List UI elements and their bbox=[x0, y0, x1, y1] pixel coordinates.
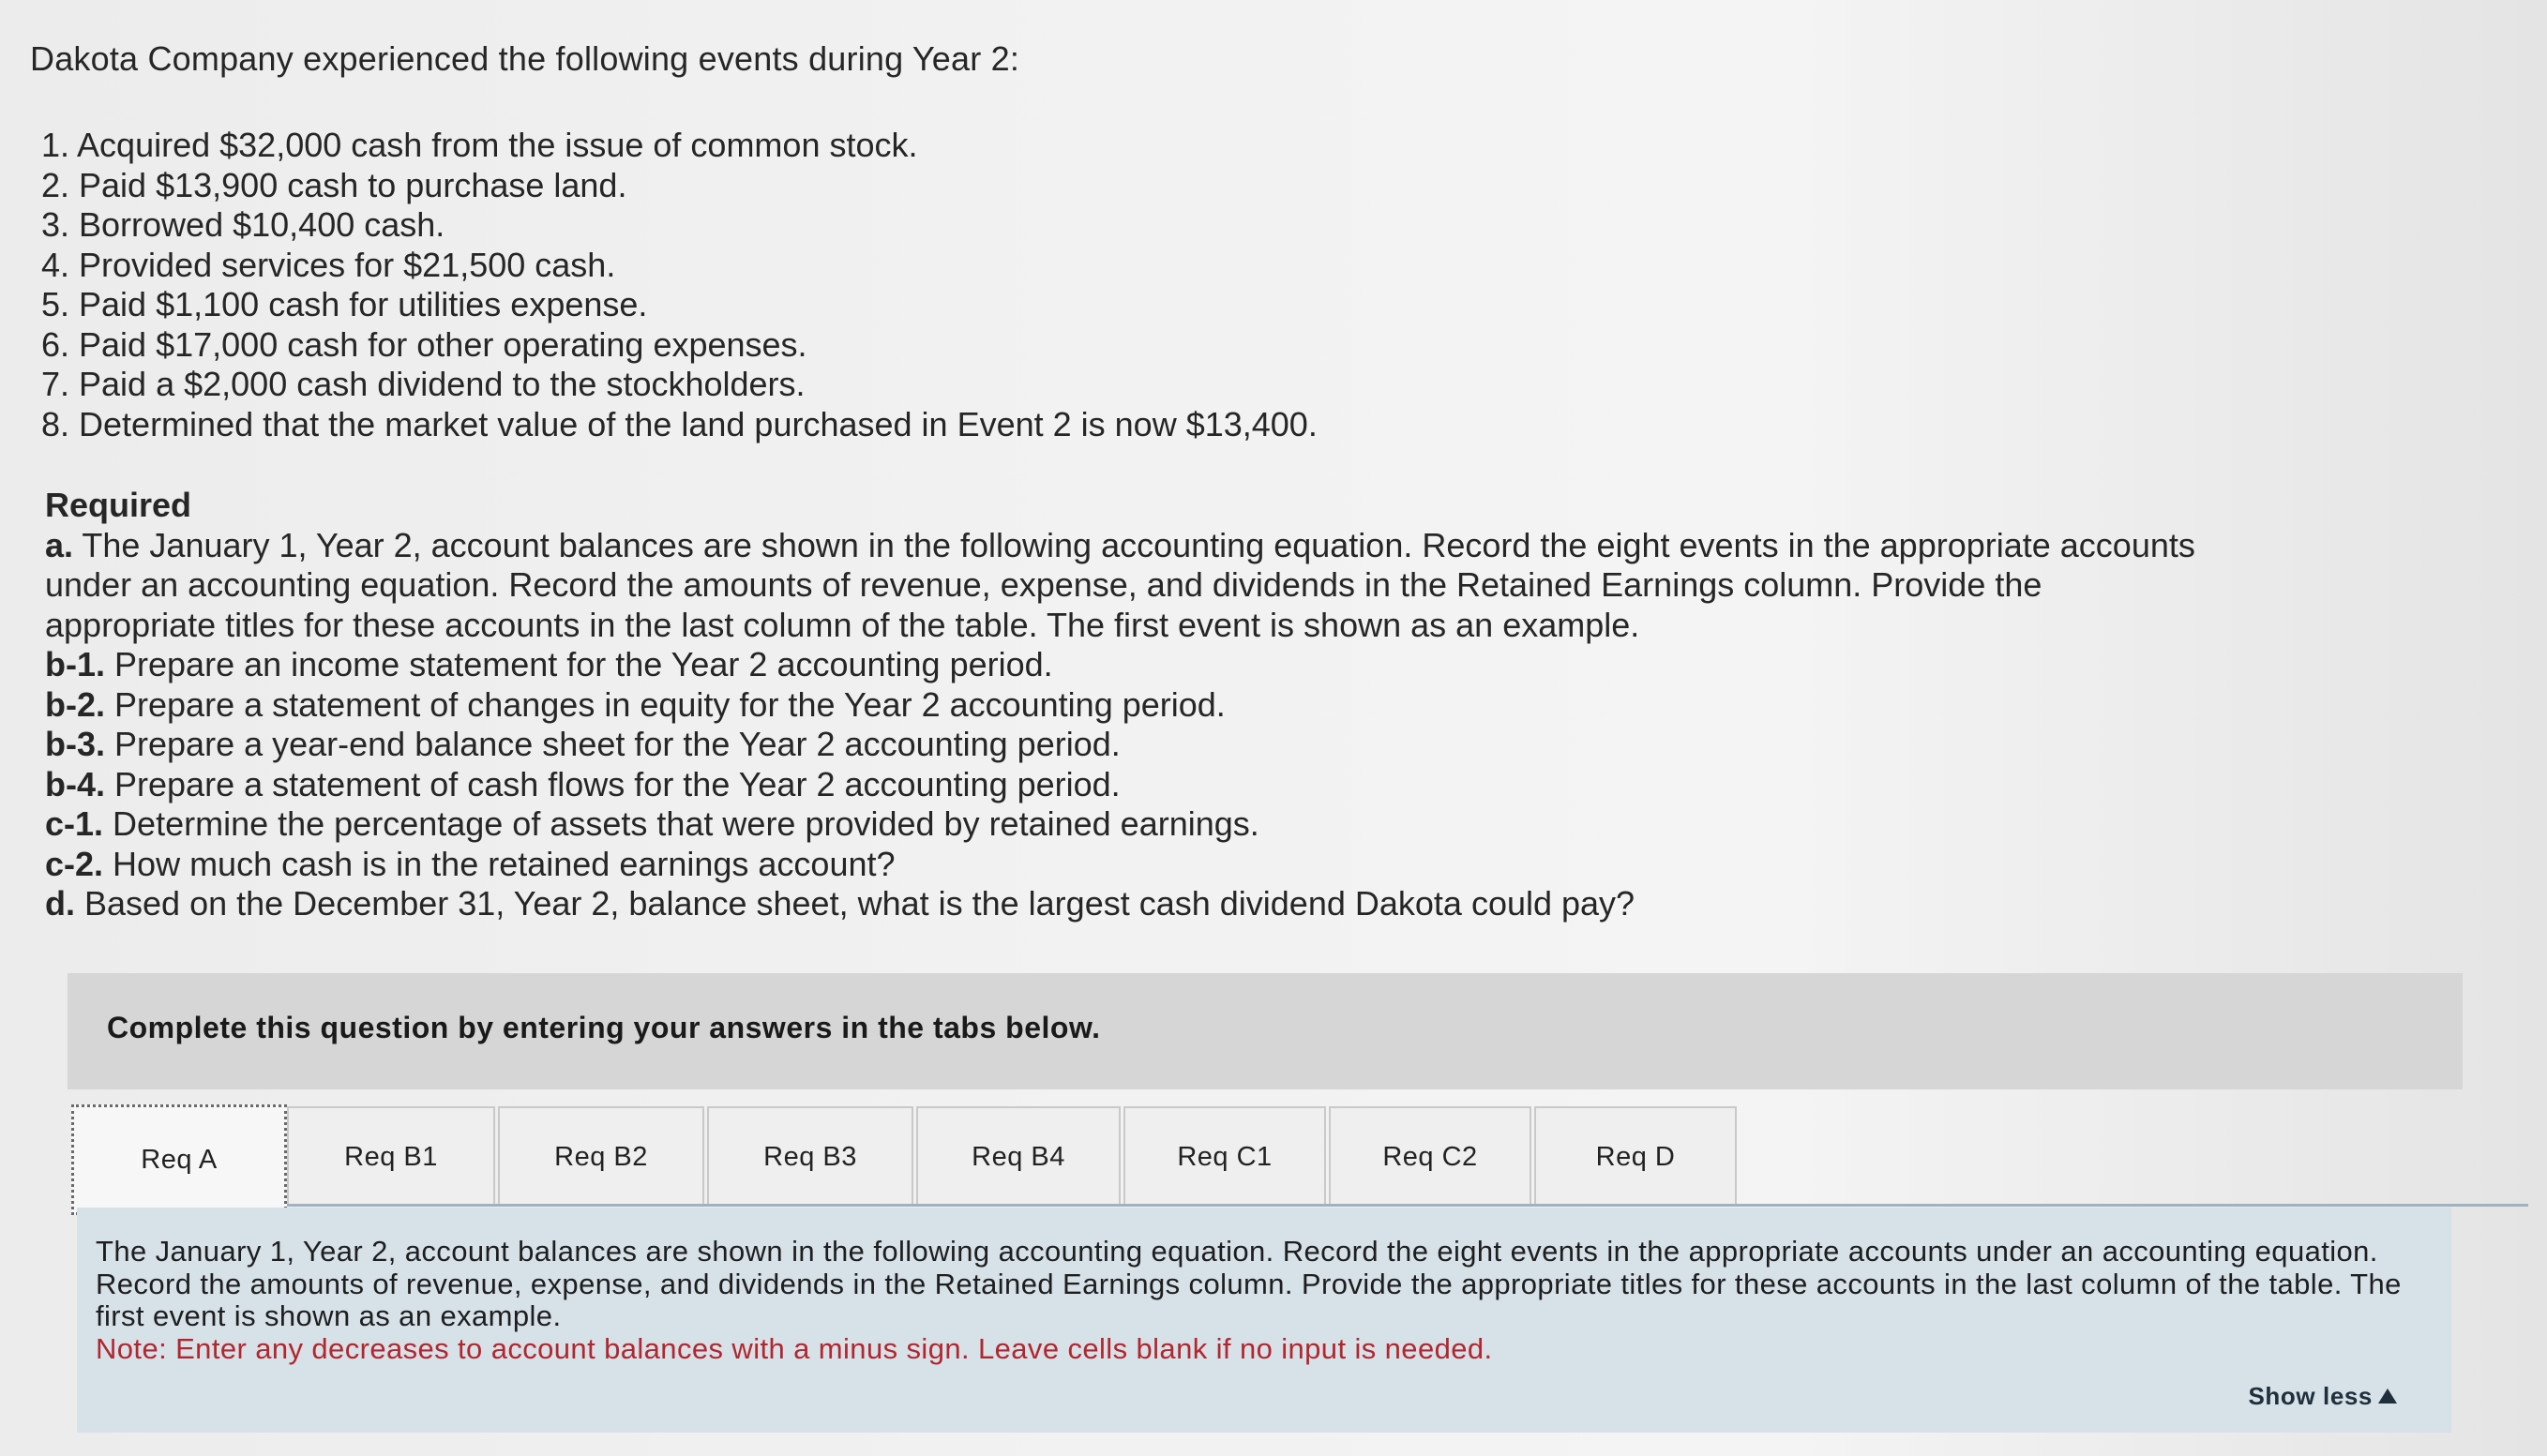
event-item: 8. Determined that the market value of the land purchased in Event 2 is now $13,400. bbox=[41, 404, 1318, 443]
required-title: Required bbox=[45, 486, 192, 524]
event-item: 2. Paid $13,900 cash to purchase land. bbox=[41, 165, 627, 204]
required-item-text: Determine the percentage of assets that were provided by retained earnings. bbox=[103, 804, 1259, 843]
caret-up-icon bbox=[2378, 1388, 2397, 1403]
tab-bar bbox=[71, 1106, 2463, 1209]
event-item: 4. Provided services for $21,500 cash. bbox=[41, 245, 616, 284]
tab-req-c1[interactable]: Req C1 bbox=[1123, 1106, 1326, 1206]
event-item: 5. Paid $1,100 cash for utilities expense. bbox=[41, 285, 648, 323]
required-item-b4 bbox=[45, 765, 2202, 805]
required-item-label: b-1. bbox=[45, 645, 106, 683]
required-item-b1 bbox=[45, 645, 2202, 685]
required-item-text: How much cash is in the retained earnings account? bbox=[103, 844, 896, 883]
required-item-label: b-3. bbox=[45, 725, 106, 763]
event-item: 3. Borrowed $10,400 cash. bbox=[41, 205, 445, 244]
required-item-text: Prepare a statement of cash flows for the Year 2 accounting period. bbox=[105, 764, 1121, 803]
question-intro: Dakota Company experienced the following events during Year 2: bbox=[30, 39, 1020, 78]
tab-req-d[interactable]: Req D bbox=[1534, 1106, 1737, 1206]
required-item-d bbox=[45, 884, 2202, 924]
show-less-label: Show less bbox=[2248, 1382, 2373, 1410]
banner-text: Complete this question by entering your answers in the tabs below. bbox=[107, 1011, 1101, 1044]
required-item-text: Prepare a year-end balance sheet for the Year 2 accounting period. bbox=[105, 725, 1121, 763]
required-item-b3 bbox=[45, 725, 2202, 765]
tab-req-b3[interactable]: Req B3 bbox=[707, 1106, 913, 1206]
required-item-text: Prepare an income statement for the Year 2 accounting period. bbox=[105, 645, 1053, 683]
tab-underline bbox=[287, 1204, 2528, 1207]
required-item-c1 bbox=[45, 804, 2202, 845]
required-item-a bbox=[45, 526, 2202, 646]
required-item-label: b-2. bbox=[45, 684, 106, 724]
event-item: 6. Paid $17,000 cash for other operating expenses. bbox=[41, 324, 807, 364]
panel-note: Note: Enter any decreases to account balances with a minus sign. Leave cells blank if no input is needed. bbox=[96, 1331, 1493, 1365]
required-item-label: c-2. bbox=[45, 844, 104, 883]
required-item-label: a. bbox=[45, 525, 74, 564]
show-less-toggle[interactable] bbox=[2248, 1382, 2397, 1411]
tab-req-a[interactable]: Req A bbox=[71, 1104, 287, 1215]
events-list bbox=[41, 126, 1318, 444]
required-item-label: d. bbox=[45, 884, 75, 923]
required-item-text: Based on the December 31, Year 2, balance sheet, what is the largest cash dividend Dakota could pay? bbox=[75, 884, 1635, 923]
tab-req-b1[interactable]: Req B1 bbox=[287, 1106, 495, 1206]
event-item: 7. Paid a $2,000 cash dividend to the stockholders. bbox=[41, 365, 806, 403]
required-item-label: b-4. bbox=[45, 764, 106, 803]
tab-req-b4[interactable]: Req B4 bbox=[916, 1106, 1121, 1206]
required-item-text: Prepare a statement of changes in equity for the Year 2 accounting period. bbox=[105, 684, 1226, 724]
required-section bbox=[45, 486, 2202, 924]
panel-description: The January 1, Year 2, account balances are shown in the following accounting equation. Record the eight events in the appropriate accounts under an accounting equation. Record the amounts of revenue, expense, and dividends in the Retained Earnings column. Provide the appropriate titles for these accounts in the last column of the table. The first event is shown as an example. bbox=[96, 1235, 2402, 1332]
required-item-b2 bbox=[45, 685, 2202, 726]
panel-instructions bbox=[96, 1236, 2431, 1365]
tab-req-c2[interactable]: Req C2 bbox=[1329, 1106, 1531, 1206]
required-item-c2 bbox=[45, 845, 2202, 885]
tab-content-panel bbox=[77, 1208, 2451, 1433]
required-item-text: The January 1, Year 2, account balances are shown in the following accounting equation. Record the eight events in the appropriate accounts under an accounting equation. Record the amounts of revenue, expense, and dividends in the Retained Earnings column. Provide the appropriate titles for these accounts in the last column of the table. The first event is shown as an example. bbox=[45, 525, 2195, 644]
instruction-banner bbox=[68, 973, 2463, 1089]
tab-req-b2[interactable]: Req B2 bbox=[498, 1106, 704, 1206]
event-item: 1. Acquired $32,000 cash from the issue of common stock. bbox=[41, 126, 918, 164]
required-item-label: c-1. bbox=[45, 804, 104, 843]
